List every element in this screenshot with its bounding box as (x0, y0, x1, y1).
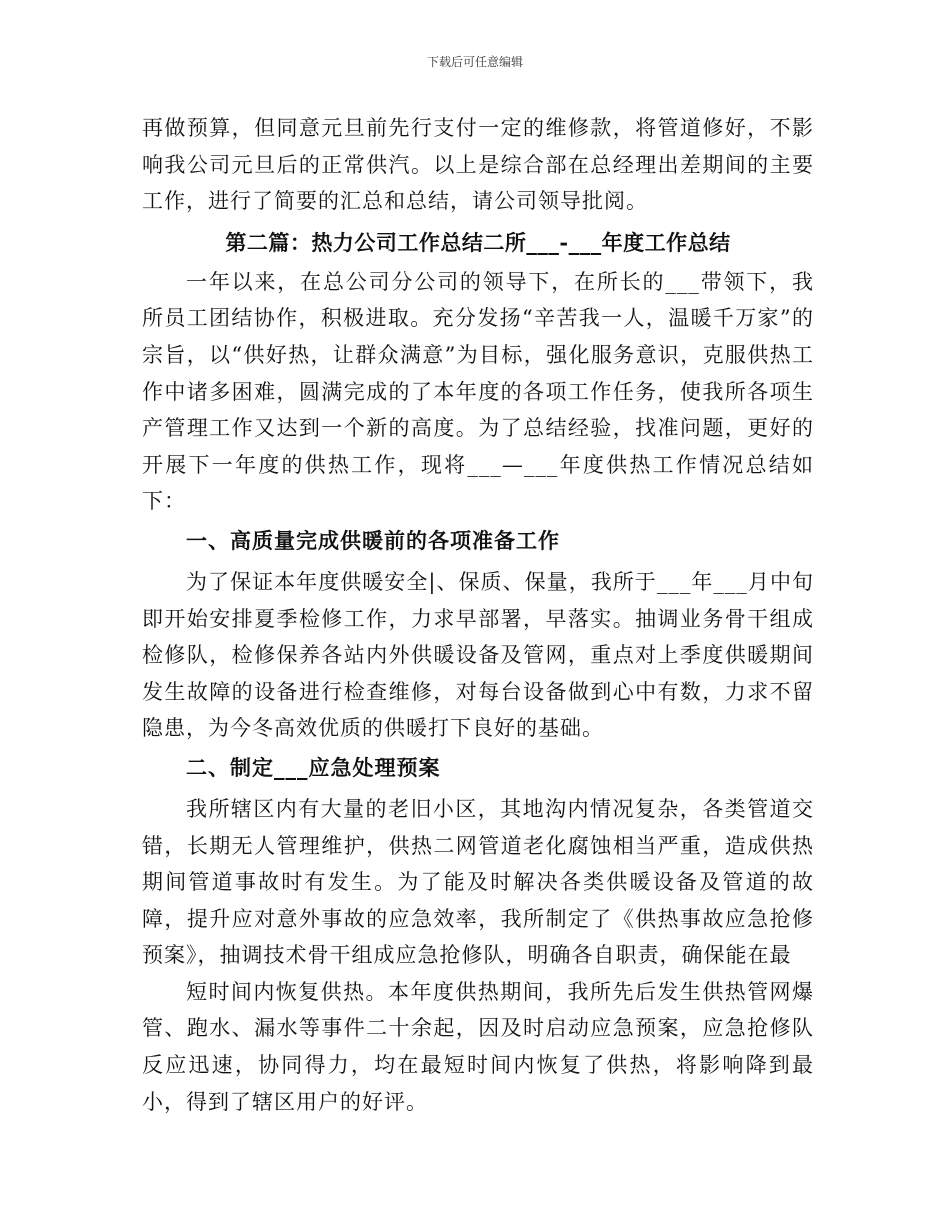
paragraph-repair-results: 短时间内恢复供热。本年度供热期间，我所先后发生供热管网爆管、跑水、漏水等事件二十余起，因及时启动应急预案，应急抢修队反应迅速，协同得力，均在最短时间内恢复了供热，将影响降到最小，得到了辖区用户的好评。 (142, 979, 814, 1114)
paragraph-closing: 再做预算，但同意元旦前先行支付一定的维修款，将管道修好，不影响我公司元旦后的正常供汽。以上是综合部在总经理出差期间的主要工作，进行了简要的汇总和总结，请公司领导批阅。 (142, 116, 814, 214)
document-body (142, 110, 814, 1120)
paragraph-emergency-plan: 我所辖区内有大量的老旧小区，其地沟内情况复杂，各类管道交错，长期无人管理维护，供热二网管道老化腐蚀相当严重，造成供热期间管道事故时有发生。为了能及时解决各类供暖设备及管道的故障，提升应对意外事故的应急效率，我所制定了《供热事故应急抢修预案》，抽调技术骨干组成应急抢修队，明确各自职责，确保能在最 (142, 796, 814, 968)
heading-emergency-plan: 二、制定___应急处理预案 (186, 754, 441, 780)
section-title: 第二篇：热力公司工作总结二所___-___年度工作总结 (225, 229, 731, 255)
page-header: 下载后可任意编辑 (426, 55, 523, 69)
paragraph-preparation: 为了保证本年度供暖安全|、保质、保量，我所于___年___月中旬即开始安排夏季检修工作，力求早部署，早落实。抽调业务骨干组成检修队，检修保养各站内外供暖设备及管网，重点对上季度供暖期间发生故障的设备进行检查维修，对每台设备做到心中有数，力求不留隐患，为今冬高效优质的供暖打下良好的基础。 (142, 569, 814, 741)
heading-preparation: 一、高质量完成供暖前的各项准备工作 (186, 527, 560, 553)
paragraph-intro: 一年以来，在总公司分公司的领导下，在所长的___带领下，我所员工团结协作，积极进取。充分发扬“辛苦我一人，温暖千万家”的宗旨，以“供好热，让群众满意”为目标，强化服务意识，克服供热工作中诸多困难，圆满完成的了本年度的各项工作任务，使我所各项生产管理工作又达到一个新的高度。为了总结经验，找准问题，更好的开展下一年度的供热工作，现将___—___年度供热工作情况总结如下： (142, 269, 814, 514)
